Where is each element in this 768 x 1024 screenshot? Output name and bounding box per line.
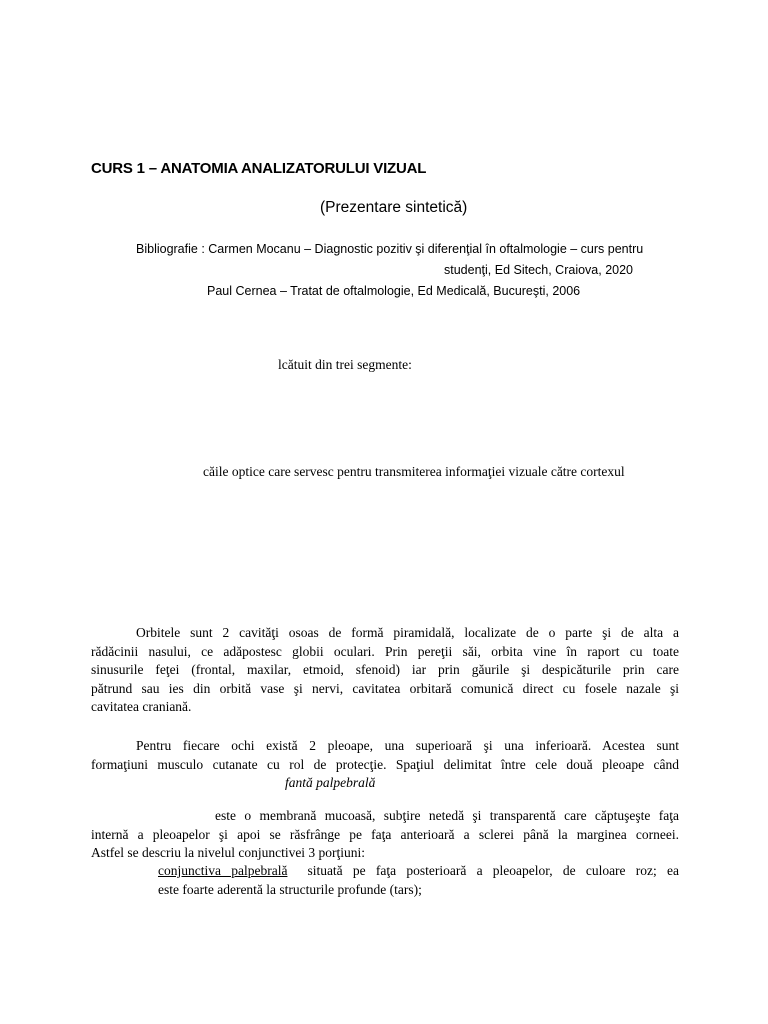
paragraph-eyelids xyxy=(91,737,679,793)
text-fragment-optic-paths: căile optice care servesc pentru transmiterea informaţiei vizuale către cortexul xyxy=(203,464,625,479)
paragraph-line: rădăcinii nasului, ce adăpostesc globii oculari. Prin pereţii săi, orbita vine în raport cu toate xyxy=(91,643,679,659)
paragraph-line: este o membrană mucoasă, subţire netedă şi transparentă care căptuşeşte faţa xyxy=(215,808,679,823)
paragraph-line: pătrund sau ies din orbită vase şi nervi, cavitatea orbitară comunică direct cu fosele nazale şi xyxy=(91,680,679,696)
bibliography-line-1: Bibliografie : Carmen Mocanu – Diagnostic pozitiv şi diferenţial în oftalmologie – curs pentru xyxy=(136,242,644,256)
paragraph-line: internă a pleoapelor şi apoi se răsfrânge pe faţa anterioară a sclerei până la marginea corneei. xyxy=(91,826,679,842)
paragraph-line: Astfel se descriu la nivelul conjunctivei 3 porţiuni: xyxy=(91,845,366,860)
paragraph-line: Pentru fiecare ochi există 2 pleoape, una superioară şi una inferioară. Acestea sunt xyxy=(136,738,679,753)
bibliography-line-3: Paul Cernea – Tratat de oftalmologie, Ed Medicală, Bucureşti, 2006 xyxy=(207,284,581,298)
paragraph-orbits xyxy=(91,624,679,717)
document-subtitle: (Prezentare sintetică) xyxy=(320,199,468,216)
paragraph-line: cavitatea craniană. xyxy=(91,699,192,714)
list-item-palpebral-conjunctiva xyxy=(91,862,679,899)
paragraph-line: formaţiuni musculo cutanate cu rol de protecţie. Spaţiul delimitat între cele două pleoape când xyxy=(91,756,679,772)
bibliography-line-2: studenţi, Ed Sitech, Craiova, 2020 xyxy=(444,263,634,277)
paragraph-line: sinusurile feţei (frontal, maxilar, etmoid, sfenoid) iar prin găurile şi despicăturile prin care xyxy=(91,662,679,677)
paragraph-line: Orbitele sunt 2 cavităţi osoas de formă piramidală, localizate de o parte şi de alta a xyxy=(136,625,679,640)
paragraph-line-italic: fantă palpebrală xyxy=(285,775,376,790)
paragraph-line xyxy=(91,862,679,881)
term-palpebral-conjunctiva: conjunctiva palpebrală xyxy=(158,863,288,878)
text-fragment-segments: lcătuit din trei segmente: xyxy=(278,357,412,372)
term-definition: situată pe faţa posterioară a pleoapelor, de culoare roz; ea xyxy=(307,863,679,878)
document-title: CURS 1 – ANATOMIA ANALIZATORULUI VIZUAL xyxy=(91,160,427,177)
paragraph-conjunctiva xyxy=(91,807,679,863)
paragraph-line: este foarte aderentă la structurile profunde (tars); xyxy=(158,881,422,897)
